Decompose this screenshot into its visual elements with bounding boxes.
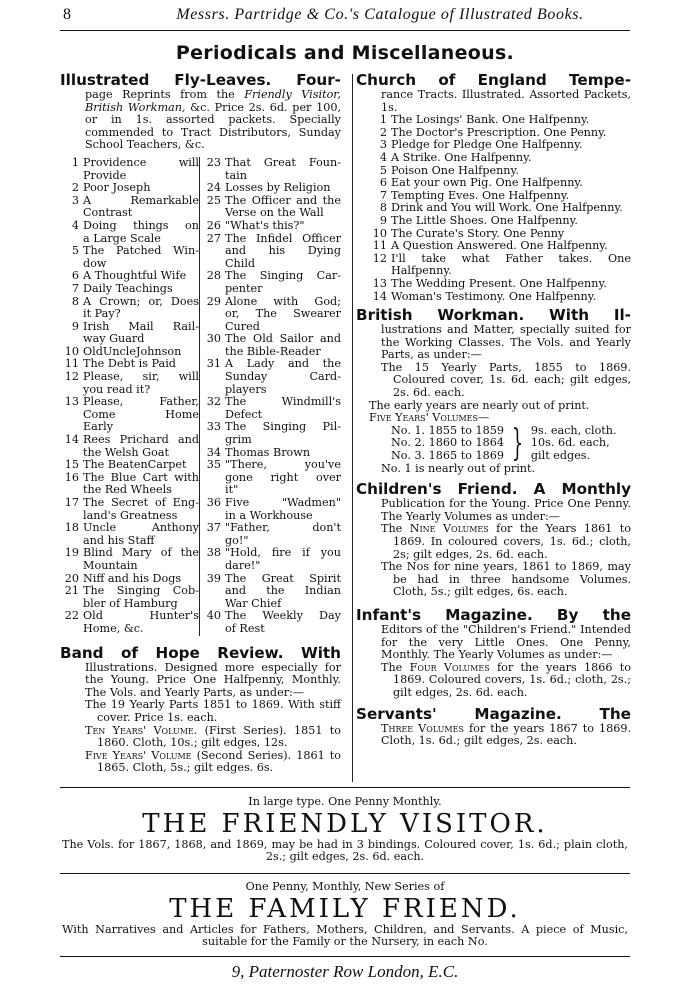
entry-title: OldUncleJohnson bbox=[83, 344, 182, 358]
entry-number: 17 bbox=[64, 496, 79, 509]
flyleaf-entry-line bbox=[202, 623, 341, 636]
tract-title: The Wedding Present. One Halfpenny. bbox=[391, 276, 607, 290]
entry-title: in a Workhouse bbox=[225, 508, 313, 522]
entry-title: the Bible-Reader bbox=[225, 344, 321, 358]
entry-number: 6 bbox=[71, 269, 79, 283]
friendly-visitor-pre: In large type. One Penny Monthly. bbox=[248, 795, 442, 808]
entry-title: Losses by Religion bbox=[225, 181, 331, 195]
tract-number: 6 bbox=[379, 176, 387, 190]
servants-magazine-title: Servants' Magazine. The bbox=[356, 704, 631, 723]
entry-title: "Hold, fire if you bbox=[225, 546, 341, 560]
flyleaf-entry-line bbox=[60, 585, 199, 598]
entry-number: 23 bbox=[206, 155, 221, 169]
band-of-hope-five-years: Five Years' Volume (Second Series). 1861 to 1865. Cloth, 5s.; gilt edges. 6s. bbox=[85, 748, 341, 775]
band-of-hope-desc: Illustrations. Designed more especially for the Young. Price One Halfpenny, Monthly. The Vols. and Yearly Parts, as under:— bbox=[85, 660, 341, 699]
tract-number: 7 bbox=[379, 188, 387, 202]
tract-title: The Doctor's Prescription. One Penny. bbox=[391, 125, 607, 139]
british-workman-body bbox=[356, 324, 631, 425]
entry-title: dow bbox=[83, 256, 107, 270]
entry-title: Providence will bbox=[83, 155, 199, 169]
childrens-friend-nos: The Nos for nine years, 1861 to 1869, may be had in three handsome Volumes. Cloth, 5s.; gilt edges, 6s. each. bbox=[381, 560, 631, 599]
flyleaf-entry-line bbox=[202, 547, 341, 560]
entry-title: Alone with God; bbox=[225, 294, 341, 308]
entry-title: The Officer and the bbox=[225, 193, 341, 207]
entry-title: The Great Spirit bbox=[225, 571, 341, 585]
entry-title: The BeatenCarpet bbox=[83, 458, 187, 472]
entry-title: the Red Wheels bbox=[83, 483, 172, 497]
entry-title: The Old Sailor and bbox=[225, 332, 341, 346]
entry-number bbox=[60, 623, 83, 636]
tract-number: 2 bbox=[379, 125, 387, 139]
section-rule bbox=[60, 787, 630, 788]
tract-title: Eat your own Pig. One Halfpenny. bbox=[391, 176, 583, 190]
temperance-tract-item bbox=[368, 114, 631, 127]
entry-title: penter bbox=[225, 281, 263, 295]
tract-title: Tempting Eves. One Halfpenny. bbox=[391, 188, 570, 202]
entry-title: "Father, don't bbox=[225, 521, 341, 535]
tract-number: 11 bbox=[372, 239, 387, 253]
temperance-tract-item bbox=[368, 240, 631, 253]
entry-number bbox=[202, 434, 225, 447]
tract-number: 12 bbox=[372, 251, 387, 265]
band-of-hope-ten-years: Ten Years' Volume. (First Series). 1851 to 1860. Cloth, 10s.; gilt edges, 12s. bbox=[85, 723, 341, 750]
entry-title: Rees Prichard and bbox=[83, 433, 199, 447]
flyleaf-entry-line bbox=[60, 522, 199, 535]
british-workman-desc: lustrations and Matter, specially suited for the Working Classes. The Vols. and Yearly Parts, as under:— bbox=[381, 323, 631, 362]
entry-title: Come Home bbox=[83, 407, 199, 421]
flyleaf-entry-line bbox=[60, 396, 199, 409]
left-column bbox=[60, 72, 341, 775]
entry-number bbox=[60, 560, 83, 573]
entry-number: 11 bbox=[64, 357, 79, 371]
entry-number: 5 bbox=[71, 244, 79, 258]
entry-number: 19 bbox=[64, 546, 79, 560]
entry-number: 36 bbox=[206, 496, 221, 509]
entry-title: way Guard bbox=[83, 332, 145, 346]
entry-number bbox=[202, 585, 225, 598]
childrens-friend-title: Children's Friend. A Monthly bbox=[356, 480, 631, 499]
entry-title: Five "Wadmen" bbox=[225, 496, 341, 509]
flyleaf-entry-line bbox=[202, 270, 341, 283]
entry-number bbox=[202, 308, 225, 321]
tract-title: Drink and You will Work. One Halfpenny. bbox=[391, 201, 623, 215]
flyleaves-list-col-b bbox=[199, 157, 341, 636]
entry-number: 25 bbox=[206, 193, 221, 207]
entry-title: Sunday Card- bbox=[225, 370, 341, 384]
flyleaf-entry-line bbox=[202, 308, 341, 321]
british-workman-yearly-parts: The 15 Yearly Parts, 1855 to 1869. Coloured cover, 1s. 6d. each; gilt edges, 2s. 6d. each. bbox=[381, 360, 631, 400]
entry-title: That Great Foun- bbox=[225, 155, 341, 169]
flyleaf-entry-line bbox=[60, 157, 199, 170]
entry-title: Contrast bbox=[83, 206, 133, 220]
entry-number: 4 bbox=[71, 218, 79, 232]
entry-title: War Chief bbox=[225, 596, 282, 610]
flyleaf-entry-line bbox=[202, 560, 341, 573]
entry-title: a Large Scale bbox=[83, 231, 161, 245]
page-title: Periodicals and Miscellaneous. bbox=[175, 42, 515, 64]
entry-title: Please, Father, bbox=[83, 395, 199, 409]
entry-number: 12 bbox=[64, 370, 79, 384]
flyleaf-entry-line bbox=[60, 434, 199, 447]
flyleaf-entry-line bbox=[202, 610, 341, 623]
church-temperance-title: Church of England Tempe- bbox=[356, 71, 631, 89]
entry-title: "What's this?" bbox=[225, 218, 305, 232]
entry-title: you read it? bbox=[83, 382, 151, 396]
family-friend-title: THE FAMILY FRIEND. bbox=[169, 893, 521, 924]
entry-title: The Windmill's bbox=[225, 395, 341, 409]
entry-number: 38 bbox=[206, 546, 221, 560]
tract-number: 5 bbox=[379, 163, 387, 177]
volume-price: 10s. 6d. each, bbox=[530, 436, 610, 450]
brace-glyph: } bbox=[511, 422, 524, 464]
temperance-tract-item bbox=[368, 177, 631, 190]
band-of-hope-body bbox=[60, 662, 341, 775]
temperance-tract-item bbox=[368, 278, 631, 291]
temperance-tract-item bbox=[368, 215, 631, 228]
flyleaf-entry-line bbox=[60, 459, 199, 472]
entry-title: Home, &c. bbox=[83, 621, 144, 635]
temperance-tract-item bbox=[368, 253, 631, 278]
entry-title: A Crown; or, Does bbox=[83, 294, 199, 308]
entry-title: it Pay? bbox=[83, 307, 121, 321]
tract-title: The Curate's Story. One Penny bbox=[391, 226, 565, 240]
entry-number: 20 bbox=[64, 571, 79, 585]
entry-number: 34 bbox=[206, 445, 221, 459]
flyleaf-entry-line bbox=[60, 371, 199, 384]
entry-title: the Welsh Goat bbox=[83, 445, 170, 459]
entry-title: Child bbox=[225, 256, 256, 270]
entry-title: Provide bbox=[83, 168, 127, 182]
column-divider bbox=[352, 74, 353, 782]
flyleaves-description: page Reprints from the Friendly Visitor, British Workman, &c. Price 2s. 6d. per 100, or in 1s. assorted packets. Specially commended to Tract Distributors, Sunday School Teachers, &c. bbox=[85, 88, 341, 152]
entry-title: The Patched Win- bbox=[83, 244, 199, 258]
flyleaf-entry-line bbox=[202, 459, 341, 472]
flyleaf-entry-line bbox=[202, 522, 341, 535]
entry-number: 28 bbox=[206, 269, 221, 283]
flyleaf-entry-line bbox=[202, 396, 341, 409]
flyleaf-entry-line bbox=[60, 220, 199, 233]
entry-number: 16 bbox=[64, 470, 79, 484]
childrens-friend-body bbox=[356, 498, 631, 599]
volume-row: No. 2. 1860 to 1864 bbox=[391, 436, 504, 450]
entry-title: Uncle Anthony bbox=[83, 521, 199, 535]
tract-number: 4 bbox=[379, 150, 387, 164]
flyleaves-list bbox=[60, 157, 341, 636]
entry-number: 2 bbox=[71, 181, 79, 195]
entry-title: and his Dying bbox=[225, 244, 341, 258]
entry-number: 39 bbox=[206, 571, 221, 585]
servants-magazine-desc: Three Volumes for the years 1867 to 1869. Cloth, 1s. 6d.; gilt edges, 2s. each. bbox=[381, 721, 631, 748]
infants-magazine-desc: Editors of the "Children's Friend." Intended for the very Little Ones. One Penny, Monthly. The Yearly Volumes as under:— bbox=[381, 622, 631, 662]
church-temperance-desc: rance Tracts. Illustrated. Assorted Packets, 1s. bbox=[381, 88, 631, 114]
volume-row: No. 1. 1855 to 1859 bbox=[391, 423, 504, 437]
flyleaf-entry-line bbox=[202, 421, 341, 434]
entry-number: 13 bbox=[64, 395, 79, 409]
entry-number: 8 bbox=[71, 294, 79, 308]
tract-number: 13 bbox=[372, 276, 387, 290]
running-title: Messrs. Partridge & Co.'s Catalogue of Illustrated Books. bbox=[176, 6, 584, 23]
flyleaf-entry-line bbox=[60, 623, 199, 636]
right-column bbox=[356, 72, 631, 748]
entry-title: players bbox=[225, 382, 267, 396]
childrens-friend-volumes: The Nine Volumes for the Years 1861 to 1869. In coloured covers, 1s. 6d.; cloth, 2s; gilt edges, 2s. 6d. each. bbox=[381, 522, 631, 561]
friendly-visitor bbox=[60, 796, 630, 864]
entry-title: and the Indian bbox=[225, 584, 341, 598]
entry-title: Mountain bbox=[83, 558, 138, 572]
temperance-tract-item bbox=[368, 291, 631, 304]
entry-number bbox=[202, 623, 225, 636]
entry-title: The Infidel Officer bbox=[225, 231, 341, 245]
entry-title: Niff and his Dogs bbox=[83, 571, 182, 585]
flyleaf-entry-line bbox=[202, 220, 341, 233]
entry-number: 26 bbox=[206, 218, 221, 232]
flyleaf-entry-line bbox=[202, 157, 341, 170]
entry-title: Blind Mary of the bbox=[83, 546, 199, 560]
entry-title: land's Greatness bbox=[83, 508, 178, 522]
flyleaf-entry-line bbox=[60, 308, 199, 321]
british-workman-note: The early years are nearly out of print. bbox=[369, 398, 590, 412]
tract-number: 8 bbox=[379, 201, 387, 215]
entry-number: 21 bbox=[64, 584, 79, 598]
entry-number: 24 bbox=[206, 181, 221, 195]
entry-title: Daily Teachings bbox=[83, 281, 173, 295]
flyleaf-entry-line bbox=[202, 371, 341, 384]
entry-number bbox=[202, 371, 225, 384]
entry-title: grim bbox=[225, 433, 252, 447]
entry-number: 27 bbox=[206, 231, 221, 245]
entry-number: 10 bbox=[64, 344, 79, 358]
tract-number: 9 bbox=[379, 213, 387, 227]
flyleaf-entry-line bbox=[60, 497, 199, 510]
british-workman-five-years: Five Years' Volumes— bbox=[369, 411, 490, 425]
entry-title: Irish Mail Rail- bbox=[83, 319, 199, 333]
entry-number: 9 bbox=[71, 319, 79, 333]
family-friend-desc: With Narratives and Articles for Fathers, Mothers, Children, and Servants. A piece of Music, suitable for the Family or the Nursery, in each No. bbox=[62, 922, 628, 949]
british-workman-out-of-print: No. 1 is nearly out of print. bbox=[381, 461, 536, 475]
entry-title: Defect bbox=[225, 407, 263, 421]
tract-title: The Little Shoes. One Halfpenny. bbox=[391, 213, 578, 227]
entry-title: A Thoughtful Wife bbox=[83, 269, 187, 283]
entry-title: Early bbox=[83, 420, 114, 434]
flyleaf-entry-line bbox=[202, 182, 341, 195]
entry-number: 7 bbox=[71, 281, 79, 295]
entry-number: 31 bbox=[206, 357, 221, 371]
entry-number: 22 bbox=[64, 609, 79, 623]
flyleaf-entry-line bbox=[202, 472, 341, 485]
entry-number: 40 bbox=[206, 609, 221, 623]
entry-title: dare!" bbox=[225, 558, 261, 572]
tract-number: 10 bbox=[372, 226, 387, 240]
infants-magazine-title: Infant's Magazine. By the bbox=[356, 605, 631, 624]
tract-title: A Strike. One Halfpenny. bbox=[391, 150, 532, 164]
section-rule bbox=[60, 873, 630, 874]
entry-title: The Singing Cob- bbox=[83, 584, 199, 598]
entry-number bbox=[60, 333, 83, 346]
entry-number: 30 bbox=[206, 332, 221, 346]
entry-title: The Blue Cart with bbox=[83, 470, 199, 484]
entry-title: The Secret of Eng- bbox=[83, 496, 199, 509]
entry-number: 18 bbox=[64, 521, 79, 535]
flyleaf-entry-line bbox=[60, 560, 199, 573]
flyleaf-entry-line bbox=[202, 497, 341, 510]
entry-number: 14 bbox=[64, 433, 79, 447]
flyleaf-entry-line bbox=[202, 283, 341, 296]
tract-title: Poison One Halfpenny. bbox=[391, 163, 519, 177]
flyleaves-title: Illustrated Fly-Leaves. Four- bbox=[60, 71, 341, 89]
tract-title: Pledge for Pledge One Halfpenny. bbox=[391, 138, 583, 152]
entry-title: Old Hunter's bbox=[83, 609, 199, 623]
infants-magazine-volumes: The Four Volumes for the years 1866 to 1869. Coloured covers, 1s. 6d.; cloth, 2s.; gilt edges, 2s. 6d. each. bbox=[381, 660, 631, 699]
tract-number: 1 bbox=[379, 113, 387, 127]
entry-title: The Debt is Paid bbox=[83, 357, 176, 371]
entry-title: gone right over bbox=[225, 470, 341, 484]
flyleaf-entry-line bbox=[202, 434, 341, 447]
family-friend bbox=[60, 881, 630, 949]
tract-number: 3 bbox=[379, 138, 387, 152]
tract-title: The Losings' Bank. One Halfpenny. bbox=[391, 113, 590, 127]
entry-title: Please, sir, will bbox=[83, 370, 199, 384]
flyleaf-entry-line bbox=[60, 182, 199, 195]
entry-number: 35 bbox=[206, 458, 221, 472]
header-rule bbox=[60, 30, 630, 31]
family-friend-pre: One Penny, Monthly, New Series of bbox=[245, 880, 445, 893]
tract-title: Woman's Testimony. One Halfpenny. bbox=[391, 289, 597, 303]
publisher-address: 9, Paternoster Row London, E.C. bbox=[231, 962, 459, 981]
entry-title: The Singing Car- bbox=[225, 269, 341, 283]
flyleaf-entry-line bbox=[60, 409, 199, 422]
entry-number bbox=[202, 472, 225, 485]
friendly-visitor-title: THE FRIENDLY VISITOR. bbox=[142, 808, 548, 839]
infants-magazine-body bbox=[356, 624, 631, 700]
band-of-hope-yearly-parts: The 19 Yearly Parts 1851 to 1869. With stiff cover. Price 1s. each. bbox=[85, 698, 341, 724]
flyleaf-entry-line bbox=[60, 245, 199, 258]
flyleaf-entry-line bbox=[202, 585, 341, 598]
band-of-hope-title: Band of Hope Review. With bbox=[60, 643, 341, 662]
flyleaves-list-col-a bbox=[60, 157, 199, 636]
flyleaf-entry-line bbox=[202, 333, 341, 346]
volume-price: gilt edges. bbox=[530, 449, 591, 463]
page-number: 8 bbox=[63, 6, 71, 23]
entry-title: A Remarkable bbox=[83, 193, 199, 207]
entry-title: or, The Swearer bbox=[225, 307, 341, 321]
entry-title: The Singing Pil- bbox=[225, 420, 341, 434]
flyleaf-entry-line bbox=[202, 245, 341, 258]
entry-number bbox=[202, 245, 225, 258]
entry-title: Verse on the Wall bbox=[225, 206, 324, 220]
entry-number bbox=[202, 560, 225, 573]
entry-title: it" bbox=[225, 483, 239, 497]
entry-title: bler of Hamburg bbox=[83, 596, 178, 610]
entry-title: A Lady and the bbox=[225, 357, 341, 371]
tract-title: A Question Answered. One Halfpenny. bbox=[391, 239, 608, 253]
entry-title: Thomas Brown bbox=[225, 445, 311, 459]
entry-title: Cured bbox=[225, 319, 260, 333]
volume-price: 9s. each, cloth. bbox=[530, 423, 617, 437]
entry-number: 3 bbox=[71, 193, 79, 207]
entry-number: 29 bbox=[206, 294, 221, 308]
entry-title: The Weekly Day bbox=[225, 609, 341, 623]
running-head bbox=[58, 3, 633, 27]
flyleaf-entry-line bbox=[60, 333, 199, 346]
friendly-visitor-desc: The Vols. for 1867, 1868, and 1869, may be had in 3 bindings. Coloured cover, 1s. 6d.; plain cloth, 2s.; gilt edges, 2s. 6d. each. bbox=[62, 837, 628, 864]
british-workman-title: British Workman. With Il- bbox=[356, 306, 631, 325]
entry-number: 33 bbox=[206, 420, 221, 434]
tract-title: I'll take what Father takes. One Halfpenny. bbox=[391, 251, 631, 278]
entry-title: Doing things on bbox=[83, 218, 199, 232]
childrens-friend-desc: Publication for the Young. Price One Penny. The Yearly Volumes as under:— bbox=[381, 497, 631, 523]
volume-row: No. 3. 1865 to 1869 bbox=[391, 449, 504, 463]
entry-number bbox=[60, 409, 83, 422]
entry-number: 15 bbox=[64, 458, 79, 472]
footer-rule bbox=[60, 956, 630, 957]
flyleaf-entry-line bbox=[60, 283, 199, 296]
entry-title: "There, you've bbox=[225, 458, 341, 472]
temperance-tract-item bbox=[368, 152, 631, 165]
tract-number: 14 bbox=[372, 289, 387, 303]
entry-title: and his Staff bbox=[83, 533, 155, 547]
entry-number: 37 bbox=[206, 521, 221, 535]
entry-title: tain bbox=[225, 168, 247, 182]
british-workman-volumes bbox=[356, 422, 631, 464]
entry-title: go!" bbox=[225, 533, 249, 547]
entry-title: of Rest bbox=[225, 621, 265, 635]
entry-number bbox=[202, 283, 225, 296]
flyleaf-entry-line bbox=[60, 296, 199, 309]
entry-number: 32 bbox=[206, 395, 221, 409]
entry-number: 1 bbox=[71, 155, 79, 169]
church-temperance-list bbox=[356, 114, 631, 303]
entry-number bbox=[60, 308, 83, 321]
entry-title: Poor Joseph bbox=[83, 181, 151, 195]
